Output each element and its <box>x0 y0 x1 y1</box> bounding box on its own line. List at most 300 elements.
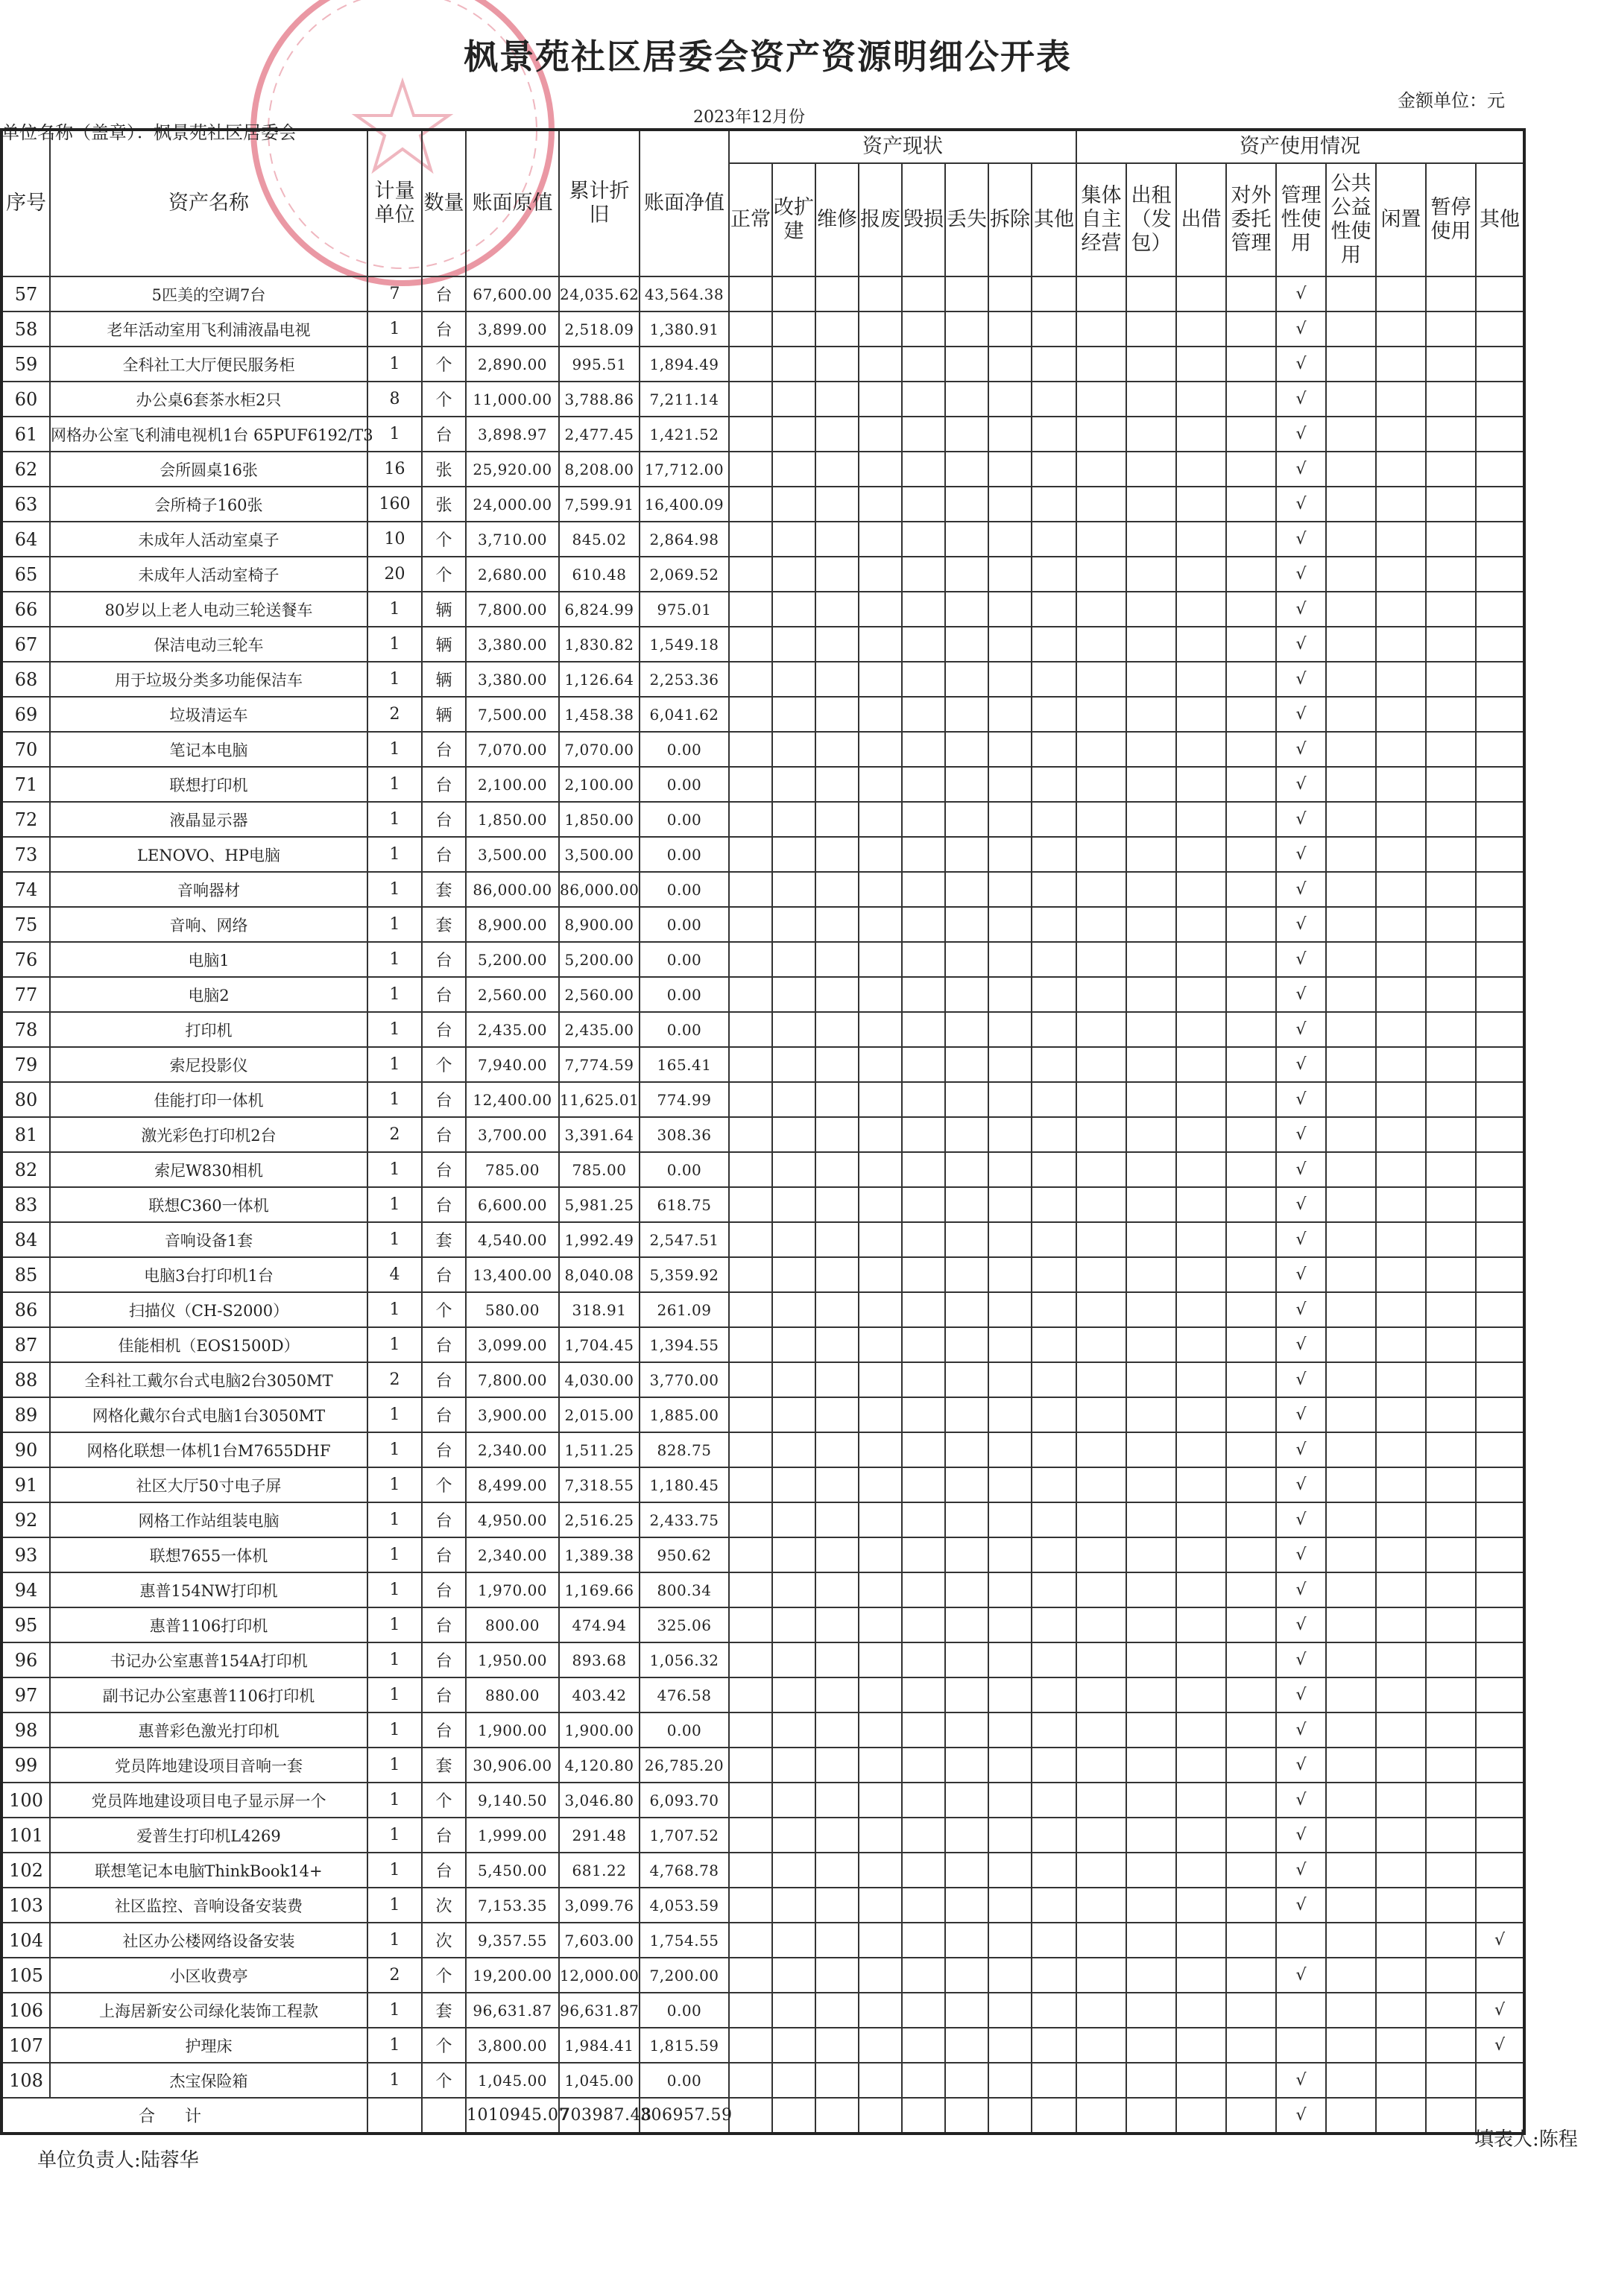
usage-cell <box>1476 276 1524 311</box>
status-cell <box>988 1047 1032 1082</box>
header-usage-col: 管理性使用 <box>1276 163 1326 276</box>
status-cell <box>902 1748 945 1783</box>
row-original-value: 7,800.00 <box>466 592 559 627</box>
status-cell <box>988 1853 1032 1888</box>
check-mark: √ <box>1476 1923 1524 1958</box>
usage-cell <box>1376 662 1426 697</box>
status-cell <box>772 487 815 522</box>
row-original-value: 96,631.87 <box>466 1993 559 2028</box>
usage-cell <box>1426 452 1476 487</box>
usage-cell <box>1226 732 1276 767</box>
row-seq: 85 <box>1 1257 50 1292</box>
row-quantity: 台 <box>422 311 466 347</box>
usage-cell <box>1176 802 1226 837</box>
usage-cell <box>1126 802 1176 837</box>
table-row <box>1 311 1524 347</box>
usage-cell <box>1126 1502 1176 1537</box>
status-cell <box>815 732 859 767</box>
status-cell <box>859 1467 902 1502</box>
row-accum-depreciation: 7,070.00 <box>559 732 640 767</box>
status-cell <box>859 697 902 732</box>
row-net-value: 2,069.52 <box>640 557 729 592</box>
status-cell <box>902 1012 945 1047</box>
usage-cell <box>1326 2028 1376 2063</box>
header-status-col: 毁损 <box>902 163 945 276</box>
row-net-value: 0.00 <box>640 732 729 767</box>
usage-cell <box>1176 1677 1226 1712</box>
total-empty <box>367 2098 422 2134</box>
row-original-value: 30,906.00 <box>466 1748 559 1783</box>
usage-cell <box>1376 347 1426 382</box>
row-measure-unit: 1 <box>367 907 422 942</box>
status-cell <box>902 1993 945 2028</box>
usage-cell <box>1476 1783 1524 1818</box>
row-original-value: 3,380.00 <box>466 627 559 662</box>
row-quantity: 台 <box>422 1537 466 1572</box>
usage-cell <box>1426 487 1476 522</box>
status-cell <box>988 1222 1032 1257</box>
status-cell <box>902 1362 945 1397</box>
row-measure-unit: 1 <box>367 1327 422 1362</box>
row-net-value: 6,041.62 <box>640 697 729 732</box>
usage-cell <box>1426 311 1476 347</box>
row-measure-unit: 2 <box>367 1958 422 1993</box>
usage-cell <box>1076 276 1126 311</box>
status-cell <box>988 1257 1032 1292</box>
usage-cell <box>1126 1397 1176 1432</box>
status-cell <box>1032 907 1076 942</box>
usage-cell <box>1126 697 1176 732</box>
usage-cell <box>1126 417 1176 452</box>
report-period: 2023年12月份 <box>693 108 805 127</box>
status-cell <box>988 1012 1032 1047</box>
check-mark: √ <box>1276 1082 1326 1117</box>
header-seq: 序号 <box>1 130 50 276</box>
row-asset-name: 惠普1106打印机 <box>50 1607 367 1642</box>
usage-cell <box>1176 1117 1226 1152</box>
usage-cell <box>1076 1923 1126 1958</box>
status-cell <box>945 1152 988 1187</box>
status-cell <box>902 977 945 1012</box>
status-cell <box>902 311 945 347</box>
header-usage-col: 集体自主经营 <box>1076 163 1126 276</box>
status-cell <box>902 802 945 837</box>
row-net-value: 0.00 <box>640 802 729 837</box>
check-mark: √ <box>1276 627 1326 662</box>
usage-cell <box>1226 1853 1276 1888</box>
row-seq: 88 <box>1 1362 50 1397</box>
status-cell <box>1032 1607 1076 1642</box>
row-original-value: 3,500.00 <box>466 837 559 872</box>
row-net-value: 0.00 <box>640 1012 729 1047</box>
usage-cell <box>1326 1748 1376 1783</box>
row-accum-depreciation: 4,120.80 <box>559 1748 640 1783</box>
status-cell <box>945 1012 988 1047</box>
row-quantity: 台 <box>422 1327 466 1362</box>
status-cell <box>772 1152 815 1187</box>
row-seq: 98 <box>1 1712 50 1748</box>
status-cell <box>988 592 1032 627</box>
row-accum-depreciation: 1,126.64 <box>559 662 640 697</box>
usage-cell <box>1326 1818 1376 1853</box>
usage-cell <box>1376 1152 1426 1187</box>
header-status-col: 其他 <box>1032 163 1076 276</box>
usage-cell <box>1476 1257 1524 1292</box>
usage-cell <box>1176 1923 1226 1958</box>
usage-cell <box>1376 697 1426 732</box>
row-seq: 62 <box>1 452 50 487</box>
status-cell <box>815 627 859 662</box>
status-cell <box>772 1467 815 1502</box>
row-original-value: 5,200.00 <box>466 942 559 977</box>
status-cell <box>902 942 945 977</box>
status-cell <box>988 522 1032 557</box>
usage-cell <box>1476 1642 1524 1677</box>
usage-cell <box>1326 1607 1376 1642</box>
usage-cell <box>1226 1187 1276 1222</box>
usage-cell <box>1426 1362 1476 1397</box>
status-cell <box>815 1502 859 1537</box>
usage-cell <box>1126 1222 1176 1257</box>
row-asset-name: 联想笔记本电脑ThinkBook14+ <box>50 1853 367 1888</box>
check-mark: √ <box>1276 1818 1326 1853</box>
status-cell <box>902 697 945 732</box>
row-seq: 66 <box>1 592 50 627</box>
usage-cell <box>1326 2098 1376 2134</box>
status-cell <box>1032 311 1076 347</box>
usage-cell <box>1076 1712 1126 1748</box>
status-cell <box>729 1222 772 1257</box>
usage-cell <box>1376 767 1426 802</box>
status-cell <box>945 697 988 732</box>
usage-cell <box>1076 1467 1126 1502</box>
usage-cell <box>1476 452 1524 487</box>
status-cell <box>902 1222 945 1257</box>
row-accum-depreciation: 845.02 <box>559 522 640 557</box>
usage-cell <box>1126 2063 1176 2098</box>
row-asset-name: 杰宝保险箱 <box>50 2063 367 2098</box>
row-seq: 77 <box>1 977 50 1012</box>
row-seq: 73 <box>1 837 50 872</box>
row-asset-name: 会所椅子160张 <box>50 487 367 522</box>
usage-cell <box>1126 837 1176 872</box>
usage-cell <box>1326 1712 1376 1748</box>
row-net-value: 1,180.45 <box>640 1467 729 1502</box>
usage-cell <box>1226 276 1276 311</box>
usage-cell <box>1076 1888 1126 1923</box>
table-row <box>1 1082 1524 1117</box>
usage-cell <box>1326 1327 1376 1362</box>
table-row <box>1 1748 1524 1783</box>
table-row <box>1 522 1524 557</box>
row-quantity: 个 <box>422 1292 466 1327</box>
usage-cell <box>1126 1292 1176 1327</box>
usage-cell <box>1176 1993 1226 2028</box>
check-mark: √ <box>1276 487 1326 522</box>
row-measure-unit: 1 <box>367 1572 422 1607</box>
row-asset-name: 电脑2 <box>50 977 367 1012</box>
status-cell <box>859 522 902 557</box>
row-quantity: 台 <box>422 1152 466 1187</box>
row-seq: 86 <box>1 1292 50 1327</box>
status-cell <box>945 1222 988 1257</box>
row-asset-name: 联想打印机 <box>50 767 367 802</box>
row-accum-depreciation: 7,774.59 <box>559 1047 640 1082</box>
status-cell <box>945 1677 988 1712</box>
row-quantity: 套 <box>422 907 466 942</box>
usage-cell <box>1476 1292 1524 1327</box>
status-cell <box>815 1292 859 1327</box>
usage-cell <box>1476 1082 1524 1117</box>
usage-cell <box>1326 557 1376 592</box>
status-cell <box>988 1502 1032 1537</box>
usage-cell <box>1426 2063 1476 2098</box>
status-cell <box>772 767 815 802</box>
usage-cell <box>1176 1748 1226 1783</box>
usage-cell <box>1426 1292 1476 1327</box>
status-cell <box>945 1818 988 1853</box>
row-measure-unit: 2 <box>367 1117 422 1152</box>
table-row <box>1 1818 1524 1853</box>
usage-cell <box>1476 627 1524 662</box>
status-cell <box>729 311 772 347</box>
status-cell <box>1032 627 1076 662</box>
row-asset-name: 索尼投影仪 <box>50 1047 367 1082</box>
usage-cell <box>1076 977 1126 1012</box>
table-row <box>1 2028 1524 2063</box>
row-measure-unit: 1 <box>367 1537 422 1572</box>
status-cell <box>859 627 902 662</box>
status-cell <box>729 1923 772 1958</box>
status-cell <box>772 1572 815 1607</box>
status-cell <box>729 802 772 837</box>
row-seq: 108 <box>1 2063 50 2098</box>
usage-cell <box>1176 1292 1226 1327</box>
usage-cell <box>1076 1537 1126 1572</box>
row-quantity: 台 <box>422 942 466 977</box>
usage-cell <box>1226 487 1276 522</box>
usage-cell <box>1176 347 1226 382</box>
table-row <box>1 1257 1524 1292</box>
check-mark: √ <box>1276 697 1326 732</box>
usage-cell <box>1076 1853 1126 1888</box>
usage-cell <box>1226 802 1276 837</box>
usage-cell <box>1476 592 1524 627</box>
status-cell <box>729 2098 772 2134</box>
status-cell <box>945 2098 988 2134</box>
row-original-value: 3,700.00 <box>466 1117 559 1152</box>
status-cell <box>859 1748 902 1783</box>
row-original-value: 3,710.00 <box>466 522 559 557</box>
row-asset-name: 全科社工大厅便民服务柜 <box>50 347 367 382</box>
usage-cell <box>1476 1047 1524 1082</box>
status-cell <box>1032 767 1076 802</box>
table-row <box>1 1572 1524 1607</box>
usage-cell <box>1476 1152 1524 1187</box>
status-cell <box>988 1082 1032 1117</box>
row-seq: 81 <box>1 1117 50 1152</box>
row-quantity: 台 <box>422 1432 466 1467</box>
usage-cell <box>1176 1502 1226 1537</box>
row-accum-depreciation: 86,000.00 <box>559 872 640 907</box>
header-status-col: 丢失 <box>945 163 988 276</box>
header-net-value: 账面净值 <box>640 130 729 276</box>
row-original-value: 7,940.00 <box>466 1047 559 1082</box>
usage-cell <box>1076 837 1126 872</box>
status-cell <box>772 1607 815 1642</box>
usage-cell <box>1476 1572 1524 1607</box>
check-mark: √ <box>1276 2063 1326 2098</box>
row-net-value: 0.00 <box>640 907 729 942</box>
usage-cell <box>1376 1712 1426 1748</box>
form-preparer: 填表人:陈程 <box>1474 2128 1578 2151</box>
row-asset-name: 保洁电动三轮车 <box>50 627 367 662</box>
usage-cell <box>1376 1397 1426 1432</box>
check-mark: √ <box>1276 1572 1326 1607</box>
row-accum-depreciation: 7,603.00 <box>559 1923 640 1958</box>
row-quantity: 个 <box>422 347 466 382</box>
table-row <box>1 1187 1524 1222</box>
check-mark: √ <box>1276 1047 1326 1082</box>
usage-cell <box>1476 732 1524 767</box>
usage-cell <box>1126 557 1176 592</box>
row-net-value: 5,359.92 <box>640 1257 729 1292</box>
usage-cell <box>1376 1537 1426 1572</box>
usage-cell <box>1226 1502 1276 1537</box>
row-measure-unit: 1 <box>367 1397 422 1432</box>
header-quantity: 数量 <box>422 130 466 276</box>
usage-cell <box>1376 1467 1426 1502</box>
status-cell <box>988 1958 1032 1993</box>
row-seq: 60 <box>1 382 50 417</box>
status-cell <box>988 837 1032 872</box>
row-measure-unit: 2 <box>367 697 422 732</box>
usage-cell <box>1176 837 1226 872</box>
status-cell <box>815 1853 859 1888</box>
status-cell <box>859 977 902 1012</box>
status-cell <box>859 872 902 907</box>
row-measure-unit: 1 <box>367 767 422 802</box>
usage-cell <box>1226 347 1276 382</box>
usage-cell <box>1176 977 1226 1012</box>
row-seq: 106 <box>1 1993 50 2028</box>
status-cell <box>772 1853 815 1888</box>
usage-cell <box>1076 1257 1126 1292</box>
row-measure-unit: 1 <box>367 1467 422 1502</box>
row-asset-name: 惠普154NW打印机 <box>50 1572 367 1607</box>
row-quantity: 台 <box>422 1012 466 1047</box>
status-cell <box>859 382 902 417</box>
usage-cell <box>1376 522 1426 557</box>
usage-cell <box>1226 1467 1276 1502</box>
status-cell <box>945 452 988 487</box>
row-net-value: 975.01 <box>640 592 729 627</box>
usage-cell <box>1076 1012 1126 1047</box>
usage-cell <box>1126 311 1176 347</box>
usage-cell <box>1326 1923 1376 1958</box>
status-cell <box>1032 1502 1076 1537</box>
row-accum-depreciation: 5,981.25 <box>559 1187 640 1222</box>
check-mark: √ <box>1276 1607 1326 1642</box>
status-cell <box>902 1572 945 1607</box>
row-asset-name: 惠普彩色激光打印机 <box>50 1712 367 1748</box>
row-net-value: 0.00 <box>640 837 729 872</box>
table-row <box>1 276 1524 311</box>
table-row <box>1 1432 1524 1467</box>
usage-cell <box>1326 1783 1376 1818</box>
usage-cell <box>1076 1362 1126 1397</box>
usage-cell <box>1376 487 1426 522</box>
check-mark: √ <box>1476 2028 1524 2063</box>
status-cell <box>859 1432 902 1467</box>
status-cell <box>945 1958 988 1993</box>
row-accum-depreciation: 1,900.00 <box>559 1712 640 1748</box>
status-cell <box>1032 732 1076 767</box>
status-cell <box>772 1818 815 1853</box>
row-asset-name: 网格办公室飞利浦电视机1台 65PUF6192/T3 <box>50 417 367 452</box>
status-cell <box>945 1502 988 1537</box>
row-quantity: 辆 <box>422 697 466 732</box>
row-asset-name: 党员阵地建设项目电子显示屏一个 <box>50 1783 367 1818</box>
usage-cell <box>1126 1047 1176 1082</box>
check-mark: √ <box>1276 872 1326 907</box>
row-asset-name: 佳能打印一体机 <box>50 1082 367 1117</box>
usage-cell <box>1476 417 1524 452</box>
row-measure-unit: 1 <box>367 872 422 907</box>
row-net-value: 165.41 <box>640 1047 729 1082</box>
usage-cell <box>1326 1117 1376 1152</box>
usage-cell <box>1226 977 1276 1012</box>
row-asset-name: 上海居新安公司绿化装饰工程款 <box>50 1993 367 2028</box>
usage-cell <box>1076 1222 1126 1257</box>
usage-cell <box>1176 1187 1226 1222</box>
usage-cell <box>1076 1993 1126 2028</box>
status-cell <box>815 907 859 942</box>
status-cell <box>902 627 945 662</box>
status-cell <box>945 1888 988 1923</box>
status-cell <box>729 1642 772 1677</box>
row-accum-depreciation: 681.22 <box>559 1853 640 1888</box>
row-asset-name: 激光彩色打印机2台 <box>50 1117 367 1152</box>
status-cell <box>859 452 902 487</box>
status-cell <box>815 311 859 347</box>
table-row <box>1 1292 1524 1327</box>
usage-cell <box>1426 627 1476 662</box>
status-cell <box>859 311 902 347</box>
status-cell <box>815 697 859 732</box>
usage-cell <box>1176 1642 1226 1677</box>
row-original-value: 580.00 <box>466 1292 559 1327</box>
usage-cell <box>1376 942 1426 977</box>
status-cell <box>1032 382 1076 417</box>
usage-cell <box>1426 1993 1476 2028</box>
usage-cell <box>1076 1047 1126 1082</box>
usage-cell <box>1226 417 1276 452</box>
row-measure-unit: 1 <box>367 1923 422 1958</box>
status-cell <box>859 1047 902 1082</box>
usage-cell <box>1226 2028 1276 2063</box>
usage-cell <box>1326 1257 1376 1292</box>
row-seq: 94 <box>1 1572 50 1607</box>
check-mark: √ <box>1276 837 1326 872</box>
usage-cell <box>1326 1958 1376 1993</box>
usage-cell <box>1076 1748 1126 1783</box>
status-cell <box>945 627 988 662</box>
row-accum-depreciation: 785.00 <box>559 1152 640 1187</box>
usage-cell <box>1076 382 1126 417</box>
status-cell <box>945 592 988 627</box>
usage-cell <box>1076 627 1126 662</box>
